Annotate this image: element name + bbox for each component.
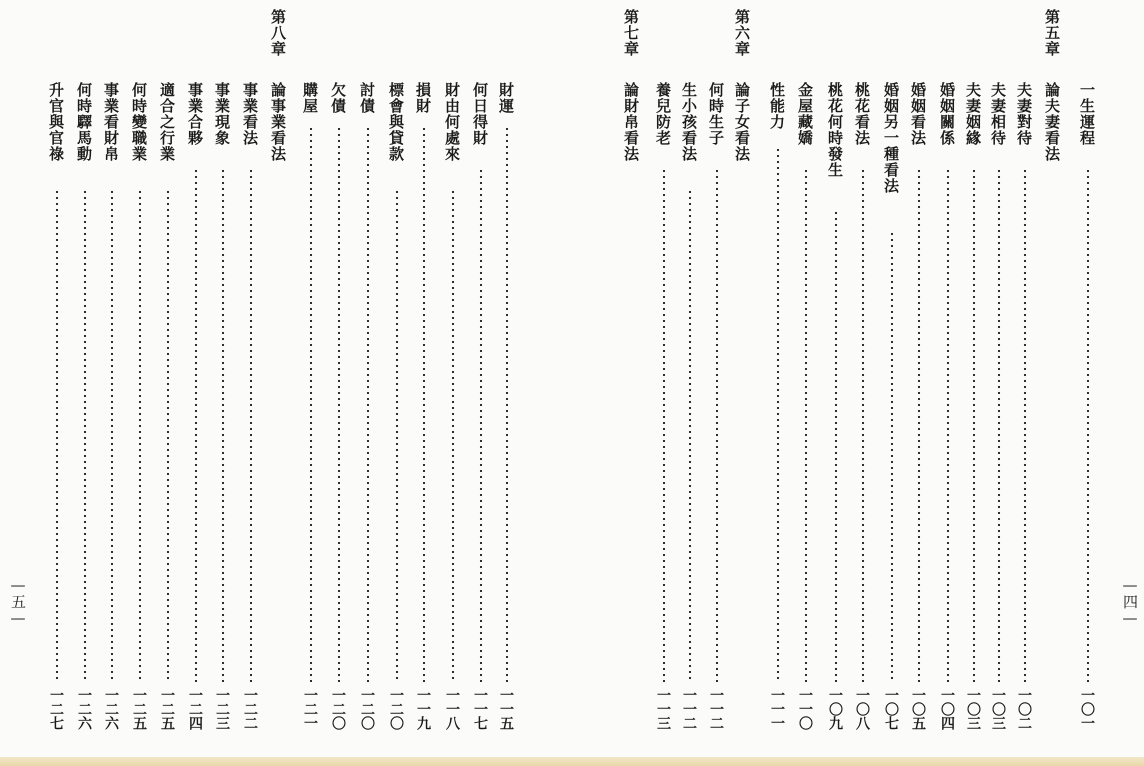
toc-entry-title: 生小孩看法 <box>680 82 698 162</box>
toc-entry <box>468 0 496 757</box>
toc-section-heading <box>730 0 758 757</box>
toc-entry <box>210 0 238 757</box>
page-bottom-edge <box>0 757 1144 766</box>
toc-entry-title: 何日得財 <box>471 82 489 146</box>
toc-entry-page-number: 一二〇 <box>388 688 404 730</box>
toc-entry-page-number: 一〇五 <box>910 688 926 730</box>
dot-leader <box>776 147 780 682</box>
toc-entry-title: 何時變職業 <box>130 82 148 162</box>
toc-entry <box>440 0 468 757</box>
toc-entry-title: 何時驛馬動 <box>75 82 93 162</box>
toc-entry-title: 夫妻姻緣 <box>964 82 982 146</box>
toc-entry <box>238 0 266 757</box>
toc-entry <box>355 0 383 757</box>
toc-entry <box>935 0 963 757</box>
toc-entry-page-number: 一二三 <box>214 688 230 730</box>
toc-section-heading <box>619 0 647 757</box>
toc-entry <box>850 0 878 757</box>
toc-entry-title: 論夫妻看法 <box>1043 82 1061 162</box>
toc-entry <box>1012 0 1040 757</box>
toc-entry-page-number: 一〇四 <box>939 688 955 730</box>
toc-entry <box>44 0 72 757</box>
dot-leader <box>395 189 399 682</box>
dot-leader <box>138 189 142 682</box>
toc-entry-title: 升官與官祿 <box>47 82 65 162</box>
toc-entry <box>1075 0 1103 757</box>
toc-entry-page-number: 一二五 <box>131 688 147 730</box>
toc-entry <box>879 0 907 757</box>
dot-leader <box>221 168 225 682</box>
toc-entry-title: 桃花看法 <box>853 82 871 146</box>
chapter-label: 第八章 <box>269 9 287 57</box>
dot-leader <box>249 168 253 682</box>
toc-entry-page-number: 一一一 <box>769 688 785 730</box>
dot-leader <box>451 189 455 682</box>
dot-leader <box>366 126 370 682</box>
toc-entry-title: 討債 <box>358 82 376 114</box>
toc-entry <box>494 0 522 757</box>
toc-entry <box>906 0 934 757</box>
toc-entry-page-number: 一〇九 <box>827 688 843 730</box>
toc-entry-title: 欠債 <box>329 82 347 114</box>
dot-leader <box>194 168 198 682</box>
toc-entry-page-number: 一二五 <box>159 688 175 730</box>
dot-leader <box>83 189 87 682</box>
toc-entry <box>986 0 1014 757</box>
dot-leader <box>834 210 838 682</box>
page-number-right: —四— <box>1121 576 1139 627</box>
toc-entry-title: 事業看財帛 <box>102 82 120 162</box>
toc-entry <box>72 0 100 757</box>
toc-entry-page-number: 一二六 <box>103 688 119 730</box>
toc-section-heading <box>266 0 294 757</box>
dot-leader <box>166 189 170 682</box>
toc-entry <box>298 0 326 757</box>
toc-section-heading <box>1040 0 1068 757</box>
toc-entry-title: 金屋藏嬌 <box>796 82 814 146</box>
toc-entry <box>127 0 155 757</box>
toc-entry <box>823 0 851 757</box>
toc-entry-title: 桃花何時發生 <box>826 82 844 178</box>
toc-entry-page-number: 一〇三 <box>965 688 981 730</box>
chapter-label: 第七章 <box>622 9 640 57</box>
dot-leader <box>861 168 865 682</box>
dot-leader <box>804 168 808 682</box>
dot-leader <box>110 189 114 682</box>
toc-entry-title: 購屋 <box>301 82 319 114</box>
toc-entry-page-number: 一一二 <box>681 688 697 730</box>
toc-entry <box>183 0 211 757</box>
toc-entry-page-number: 一二四 <box>187 688 203 730</box>
toc-entry-title: 事業合夥 <box>186 82 204 146</box>
toc-entry-page-number: 一二二 <box>242 688 258 730</box>
toc-entry-page-number: 一一七 <box>472 688 488 730</box>
toc-entry <box>765 0 793 757</box>
toc-entry-page-number: 一二〇 <box>330 688 346 730</box>
toc-entry <box>793 0 821 757</box>
toc-entry-page-number: 一〇八 <box>854 688 870 730</box>
toc-entry-title: 婚姻關係 <box>938 82 956 146</box>
toc-entry-title: 養兒防老 <box>654 82 672 146</box>
toc-entry <box>384 0 412 757</box>
toc-entry-page-number: 一一二 <box>708 688 724 730</box>
toc-entry-title: 損財 <box>414 82 432 114</box>
toc-entry-title: 論事業看法 <box>269 82 287 162</box>
toc-entry-title: 夫妻對待 <box>1015 82 1033 146</box>
toc-entry-title: 財運 <box>497 82 515 114</box>
dot-leader <box>55 189 59 682</box>
toc-entry-page-number: 一一五 <box>498 688 514 730</box>
dot-leader <box>997 168 1001 682</box>
toc-entry-title: 論子女看法 <box>733 82 751 162</box>
dot-leader <box>946 168 950 682</box>
toc-entry <box>961 0 989 757</box>
toc-entry-title: 婚姻另一種看法 <box>882 82 900 194</box>
toc-entry-page-number: 一二六 <box>76 688 92 730</box>
dot-leader <box>890 231 894 682</box>
toc-entry-page-number: 一〇二 <box>1016 688 1032 730</box>
toc-entry-page-number: 一一〇 <box>797 688 813 730</box>
toc-entry-page-number: 一二〇 <box>359 688 375 730</box>
toc-entry-title: 論財帛看法 <box>622 82 640 162</box>
toc-entry-title: 夫妻相待 <box>989 82 1007 146</box>
toc-entry-title: 適合之行業 <box>158 82 176 162</box>
toc-entry-title: 財由何處來 <box>443 82 461 162</box>
toc-entry-title: 婚姻看法 <box>909 82 927 146</box>
toc-entry-title: 性能力 <box>768 82 786 130</box>
toc-entry <box>651 0 679 757</box>
dot-leader <box>479 168 483 682</box>
toc-entry-page-number: 一二七 <box>48 688 64 730</box>
toc-entry-title: 事業看法 <box>241 82 259 146</box>
dot-leader <box>917 168 921 682</box>
toc-entry <box>326 0 354 757</box>
dot-leader <box>337 126 341 682</box>
dot-leader <box>972 168 976 682</box>
toc-entry-page-number: 一一三 <box>655 688 671 730</box>
toc-entry <box>704 0 732 757</box>
toc-entry-title: 一生運程 <box>1078 82 1096 146</box>
toc-entry <box>99 0 127 757</box>
toc-entry-page-number: 一〇三 <box>990 688 1006 730</box>
toc-entry-page-number: 一〇一 <box>1079 688 1095 730</box>
toc-entry-title: 事業現象 <box>213 82 231 146</box>
toc-entry-page-number: 一一八 <box>444 688 460 730</box>
dot-leader <box>662 168 666 682</box>
toc-entry-page-number: 一一九 <box>415 688 431 730</box>
page-number-left: —五— <box>9 576 27 627</box>
chapter-label: 第五章 <box>1043 9 1061 57</box>
dot-leader <box>1023 168 1027 682</box>
toc-entry <box>411 0 439 757</box>
chapter-label: 第六章 <box>733 9 751 57</box>
dot-leader <box>1086 168 1090 682</box>
dot-leader <box>715 168 719 682</box>
dot-leader <box>309 126 313 682</box>
toc-entry <box>155 0 183 757</box>
toc-entry <box>677 0 705 757</box>
dot-leader <box>422 126 426 682</box>
toc-entry-page-number: 一〇七 <box>883 688 899 730</box>
toc-entry-title: 標會與貸款 <box>387 82 405 162</box>
dot-leader <box>505 126 509 682</box>
toc-entry-title: 何時生子 <box>707 82 725 146</box>
toc-entry-page-number: 一二一 <box>302 688 318 730</box>
dot-leader <box>688 189 692 682</box>
